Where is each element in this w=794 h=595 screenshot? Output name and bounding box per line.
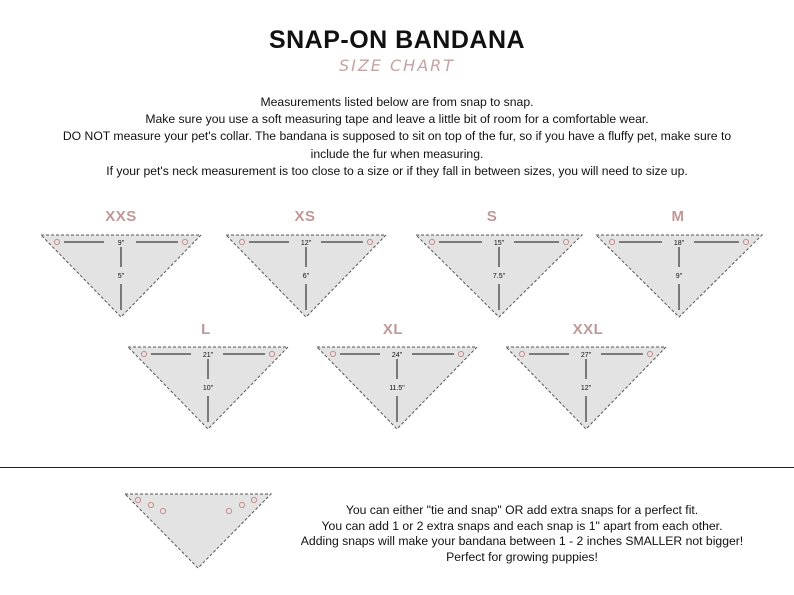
width-measure-label: 21": [202, 352, 214, 359]
bandana-diagram-s: [415, 234, 585, 320]
note-line: Adding snaps will make your bandana between 1 - 2 inches SMALLER not bigger!: [300, 534, 744, 548]
extra-snaps-bandana-illustration: [123, 492, 273, 572]
page-title: SNAP-ON BANDANA: [268, 26, 526, 54]
intro-line: If your pet's neck measurement is too close to a size or if they fall in between sizes, you will need to size up.: [106, 163, 688, 178]
size-label-l: L: [201, 321, 211, 338]
bandana-shape: [125, 494, 271, 568]
note-line: Perfect for growing puppies!: [446, 549, 598, 564]
extra-snaps-note: [280, 503, 764, 565]
note-line: You can either "tie and snap" OR add extra snaps for a perfect fit.: [345, 503, 699, 517]
intro-text: [30, 94, 764, 180]
width-measure-label: 12": [300, 240, 312, 247]
width-measure-label: 9": [117, 240, 125, 247]
width-measure-label: 15": [493, 240, 505, 247]
height-measure-label: 7.5": [492, 273, 506, 280]
height-measure-label: 9": [675, 273, 683, 280]
bandana-diagram-xxs: [40, 234, 204, 320]
bandana-diagram-l: [127, 346, 291, 432]
bandana-diagram-xs: [225, 234, 389, 320]
intro-line: DO NOT measure your pet's collar. The bandana is supposed to sit on top of the fur, so if you have a fluffy pet, make sure to: [62, 129, 732, 144]
height-measure-label: 12": [580, 385, 592, 392]
height-measure-label: 6": [302, 273, 310, 280]
height-measure-label: 11.5": [389, 385, 405, 392]
size-label-xxl: XXL: [572, 321, 604, 338]
page-subtitle: SIZE CHART: [338, 56, 456, 75]
height-measure-label: 10": [202, 385, 214, 392]
size-label-s: S: [486, 208, 498, 225]
size-label-xs: XS: [294, 208, 316, 225]
section-divider: [0, 467, 794, 468]
intro-line: Measurements listed below are from snap to snap.: [260, 95, 534, 109]
note-line: You can add 1 or 2 extra snaps and each snap is 1" apart from each other.: [321, 518, 723, 533]
bandana-diagram-xl: [316, 346, 480, 432]
intro-line: Make sure you use a soft measuring tape and leave a little bit of room for a comfortable wear.: [145, 112, 649, 127]
width-measure-label: 18": [673, 240, 685, 247]
bandana-diagram-m: [595, 234, 765, 320]
size-label-m: M: [671, 208, 685, 225]
bandana-diagram-xxl: [505, 346, 669, 432]
width-measure-label: 27": [580, 352, 592, 359]
size-label-xxs: XXS: [105, 208, 137, 225]
height-measure-label: 5": [117, 273, 125, 280]
width-measure-label: 24": [391, 352, 403, 359]
intro-line: include the fur when measuring.: [310, 146, 484, 161]
size-label-xl: XL: [382, 321, 404, 338]
